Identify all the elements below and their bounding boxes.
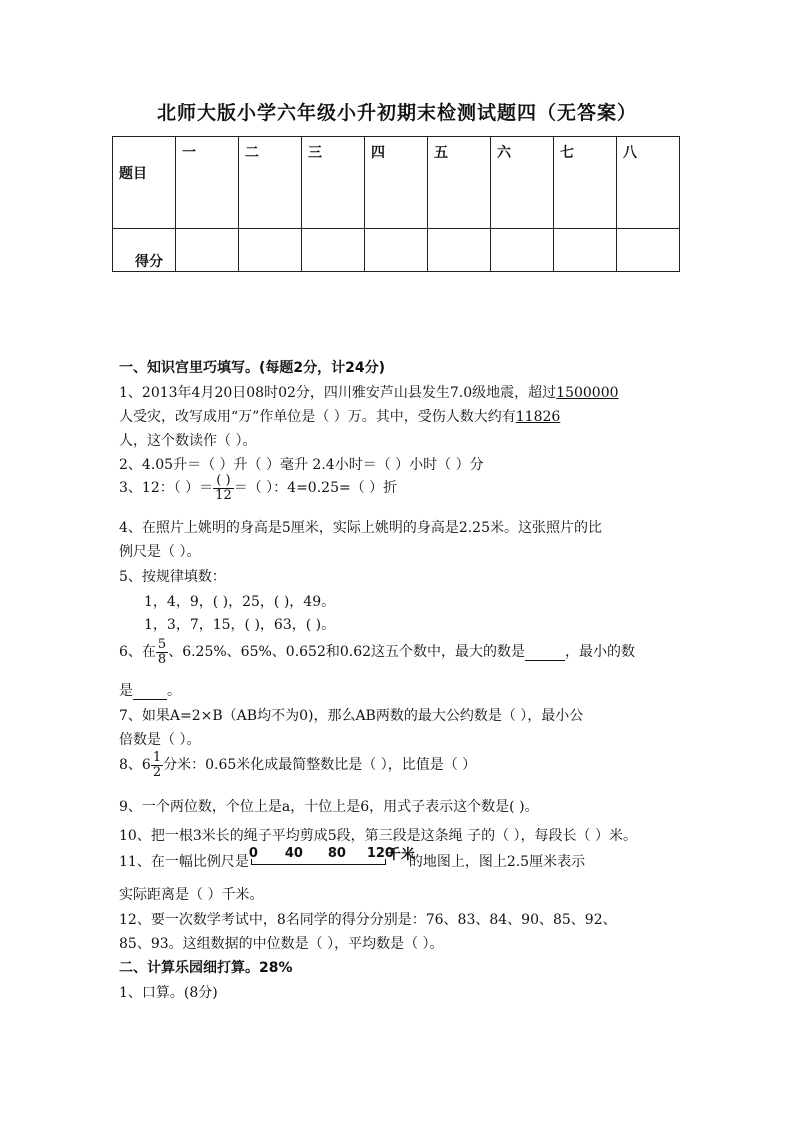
question-4-line-2: 例尺是（ ）。 bbox=[119, 544, 201, 560]
answer-blank[interactable] bbox=[525, 644, 565, 661]
question-8: 8、6 $\frac{1}{2}$ 分米：0.65米化成最简整数比是（ ），比值是（ ） bbox=[119, 750, 477, 780]
score-cell[interactable] bbox=[617, 229, 680, 272]
question-1-line-2: 人受灾，改写成用“万”作单位是（ ）万。其中，受伤人数大约有11826 bbox=[119, 409, 561, 425]
affected-number: 1500000 bbox=[556, 385, 619, 401]
question-6-fraction: $\frac{5}{8}$ bbox=[157, 637, 167, 667]
score-table-col-7: 七 bbox=[554, 137, 617, 229]
question-6-line-1: 6、在 $\frac{5}{8}$ 、6.25%、65%、0.652和0.62这五个数中，最大的数是 ，最小的数 bbox=[119, 637, 636, 667]
score-cell[interactable] bbox=[428, 229, 491, 272]
question-1-line-1: 1、2013年4月20日08时02分，四川雅安芦山县发生7.0级地震，超过1500000 bbox=[119, 385, 619, 401]
score-cell[interactable] bbox=[302, 229, 365, 272]
score-table-col-3: 三 bbox=[302, 137, 365, 229]
question-12-line-2: 85、93。这组数据的中位数是（ ），平均数是（ ）。 bbox=[119, 936, 444, 952]
question-3: 3、12：（ ）＝ $\frac{( )}{12}$ ＝（ ）：4=0.25=（ ）折 bbox=[119, 473, 398, 503]
question-2: 2、4.05升＝（ ）升（ ）毫升 2.4小时＝（ ）小时（ ）分 bbox=[119, 457, 484, 473]
page-title: 北师大版小学六年级小升初期末检测试题四（无答案） bbox=[156, 102, 637, 124]
question-10: 10、把一根3米长的绳子平均剪成5段，第三段是这条绳 子的（ ），每段长（ ）米。 bbox=[119, 828, 637, 844]
score-table-col-8: 八 bbox=[617, 137, 680, 229]
score-cell[interactable] bbox=[365, 229, 428, 272]
scale-line bbox=[251, 864, 385, 865]
question-7-line-2: 倍数是（ ）。 bbox=[119, 732, 201, 748]
map-scale-bar bbox=[248, 846, 415, 874]
score-cell[interactable] bbox=[176, 229, 239, 272]
score-cell[interactable] bbox=[554, 229, 617, 272]
question-4-line-1: 4、在照片上姚明的身高是5厘米，实际上姚明的身高是2.25米。这张照片的比 bbox=[119, 520, 602, 536]
question-8-fraction: $\frac{1}{2}$ bbox=[152, 750, 162, 780]
score-table-col-4: 四 bbox=[365, 137, 428, 229]
question-5-sequence-2: 1，3，7，15，( )，63，( )。 bbox=[144, 617, 336, 633]
question-6-line-2: 是 。 bbox=[119, 683, 181, 699]
scale-tick-0: 0 bbox=[248, 846, 258, 861]
score-cell[interactable] bbox=[491, 229, 554, 272]
question-3-fraction: $\frac{( )}{12}$ bbox=[215, 473, 232, 503]
score-table-row-label-topic: 题目 bbox=[113, 137, 176, 229]
question-9: 9、一个两位数，个位上是a，十位上是6，用式子表示这个数是( )。 bbox=[119, 799, 539, 815]
score-table-row-label-score: 得分 bbox=[113, 229, 176, 272]
score-table-col-6: 六 bbox=[491, 137, 554, 229]
question-12-line-1: 12、要一次数学考试中，8名同学的得分分别是：76、83、84、90、85、92、 bbox=[119, 912, 617, 928]
scale-tick-40: 40 bbox=[284, 846, 303, 861]
section2-heading: 二、计算乐园细打算。28% bbox=[119, 960, 293, 976]
scale-tick-120: 120 bbox=[366, 846, 394, 861]
score-table-header-row bbox=[113, 137, 680, 229]
score-table bbox=[112, 136, 680, 272]
question-5-sequence-1: 1，4，9，( )，25，( )，49。 bbox=[144, 594, 336, 610]
section2-question-1: 1、口算。(8分) bbox=[119, 985, 218, 1001]
answer-blank[interactable] bbox=[133, 683, 167, 700]
score-table-score-row bbox=[113, 229, 680, 272]
question-5: 5、按规律填数： bbox=[119, 569, 226, 585]
score-table-col-5: 五 bbox=[428, 137, 491, 229]
score-table-col-2: 二 bbox=[239, 137, 302, 229]
question-7-line-1: 7、如果A=2×B（AB均不为0)，那么AB两数的最大公约数是（ ），最小公 bbox=[119, 708, 584, 724]
scale-tick-80: 80 bbox=[327, 846, 346, 861]
question-11-line-2: 实际距离是（ ）千米。 bbox=[119, 887, 264, 903]
injured-number: 11826 bbox=[515, 409, 561, 425]
scale-unit: 千米 bbox=[386, 847, 415, 863]
question-11-line-1: 11、在一幅比例尺是 0 40 80 120 千米 的地图上，图上2.5厘米表示 bbox=[119, 850, 585, 874]
score-cell[interactable] bbox=[239, 229, 302, 272]
score-table-col-1: 一 bbox=[176, 137, 239, 229]
question-1-line-3: 人，这个数读作（ ）。 bbox=[119, 433, 257, 449]
section1-heading: 一、知识宫里巧填写。(每题2分，计24分) bbox=[119, 360, 386, 376]
